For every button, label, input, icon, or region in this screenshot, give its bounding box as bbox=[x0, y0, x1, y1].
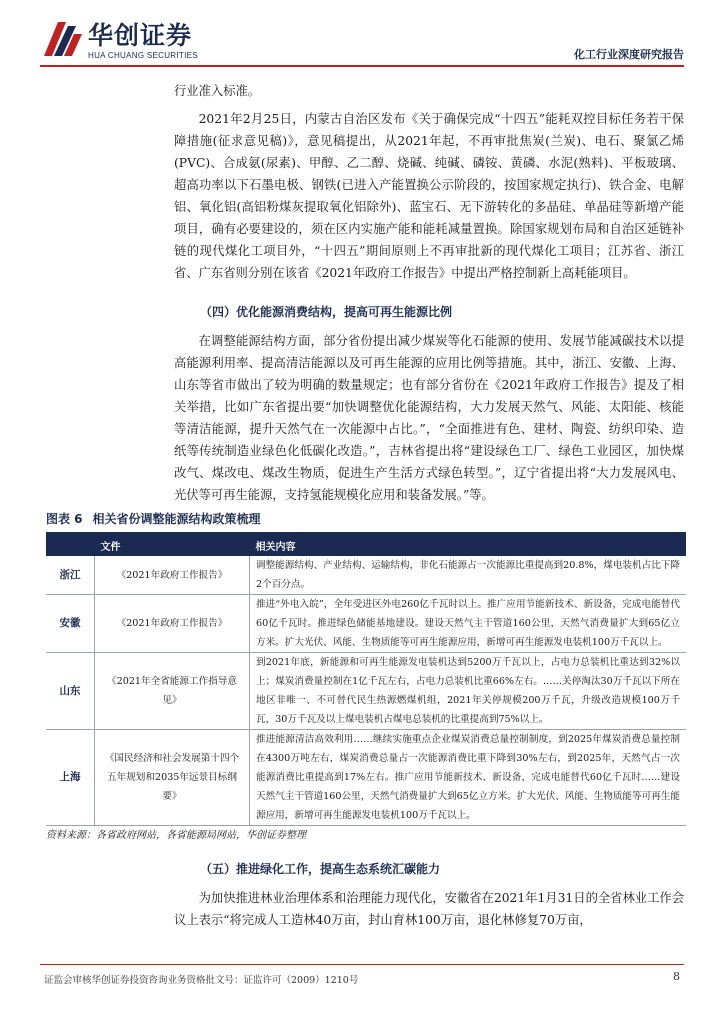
row-content: 到2021年底，新能源和可再生能源发电装机达到5200万千瓦以上，占电力总装机比重达到32%以上；煤炭消费量控制在1亿千瓦左右，占电力总装机比重66%左右。……关停淘汰30万千瓦以下所在地区非唯一、不可替代民生热源燃煤机组，2021年关停规模200万千瓦，升级改造规模100万千瓦，30万千瓦及以上煤电装机占煤电总装机的比重提高到75%以上。 bbox=[250, 653, 687, 730]
table-source-note: 资料来源：各省政府网站，各省能源局网站，华创证券整理 bbox=[46, 830, 306, 841]
section-title-5: （五）推进绿化工作，提高生态系统汇碳能力 bbox=[200, 862, 441, 876]
figure-title bbox=[46, 510, 684, 528]
paragraph-inner-mongolia: 2021年2月25日，内蒙古自治区发布《关于确保完成“十四五”能耗双控目标任务若干保障措施(征求意见稿)》，意见稿提出，从2021年起，不再审批焦炭(兰炭)、电石、聚氯乙烯(PVC)、合成氨(尿素)、甲醇、乙二醇、烧碱、纯碱、磷铵、黄磷、水泥(熟料)、平板玻璃、超高功率以下石墨电极、钢铁(已进入产能置换公示阶段的，按国家规定执行)、铁合金、电解铝、氧化铝(高铝粉煤灰提取氧化铝除外)、蓝宝石、无下游转化的多晶硅、单晶硅等新增产能项目，确有必要建设的，须在区内实施产能和能耗减量置换。除国家规划布局和自治区延链补链的现代煤化工项目外，“十四五”期间原则上不再审批新的现代煤化工项目；江苏省、浙江省、广东省则分别在该省《2021年政府工作报告》中提出严格控制新上高耗能项目。 bbox=[174, 112, 684, 280]
table-row bbox=[46, 730, 686, 826]
footer-divider bbox=[40, 964, 684, 965]
report-type-label: 化工行业深度研究报告 bbox=[574, 48, 684, 61]
company-logo-english: HUA CHUANG SECURITIES bbox=[88, 51, 198, 60]
paragraph-continuation: 行业准入标准。 bbox=[174, 84, 261, 98]
row-content: 调整能源结构、产业结构、运输结构，非化石能源占一次能源比重提高到20.8%，煤电装机占比下降2个百分点。 bbox=[250, 556, 687, 595]
header-divider bbox=[40, 65, 684, 67]
figure-caption: 相关省份调整能源结构政策梳理 bbox=[92, 512, 261, 526]
row-province: 山东 bbox=[46, 653, 95, 730]
page-content bbox=[48, 80, 684, 931]
policy-table bbox=[46, 532, 686, 826]
section-title-4: （四）优化能源消费结构，提高可再生能源比例 bbox=[200, 305, 453, 319]
company-logo-text: 华创证券 bbox=[88, 21, 193, 50]
row-province: 浙江 bbox=[46, 556, 95, 595]
row-content: 推进能源清洁高效利用……继续实施重点企业煤炭消费总量控制制度，到2025年煤炭消费总量控制在4300万吨左右，煤炭消费总量占一次能源消费比重下降到30%左右，到2025年，天然气占一次能源消费比重提高到17%左右。推广应用节能新技术、新设备，完成电能替代60亿千瓦时……建设天然气主干管道160公里，天然气消费量扩大到65亿立方米。扩大光伏、风能、生物质能等可再生能源应用，新增可再生能源发电装机100万千瓦以上。 bbox=[250, 730, 687, 826]
page-number: 8 bbox=[673, 970, 680, 983]
row-province: 安徽 bbox=[46, 595, 95, 653]
figure-label: 图表 6 bbox=[46, 512, 83, 526]
row-province: 上海 bbox=[46, 730, 95, 826]
table-row bbox=[46, 595, 686, 653]
table-row bbox=[46, 653, 686, 730]
column-header-province bbox=[46, 533, 95, 556]
row-document: 《2021年政府工作报告》 bbox=[95, 595, 250, 653]
footer-license-note: 证监会审核华创证券投资咨询业务资格批文号：证监许可（2009）1210号 bbox=[44, 975, 359, 986]
page-header bbox=[0, 0, 724, 70]
company-logo-icon bbox=[44, 22, 82, 56]
row-content: 推进“外电入皖”，全年受进区外电260亿千瓦时以上。推广应用节能新技术、新设备，完成电能替代60亿千瓦时。推进绿色储能基地建设。建设天然气主干管道160公里，天然气消费量扩大到65亿立方米。扩大光伏、风能、生物质能等可再生能源应用，新增可再生能源发电装机100万千瓦以上。 bbox=[250, 595, 687, 653]
column-header-content: 相关内容 bbox=[250, 533, 687, 556]
column-header-document: 文件 bbox=[95, 533, 250, 556]
paragraph-energy-structure: 在调整能源结构方面，部分省份提出减少煤炭等化石能源的使用、发展节能减碳技术以提高能源利用率、提高清洁能源以及可再生能源的应用比例等措施。其中，浙江、安徽、上海、山东等省市做出了较为明确的数量规定；也有部分省份在《2021年政府工作报告》提及了相关举措，比如广东省提出要“加快调整优化能源结构，大力发展天然气、风能、太阳能、核能等清洁能源，提升天然气在一次能源中占比。”，“全面推进有色、建材、陶瓷、纺织印染、造纸等传统制造业绿色化低碳化改造。”，吉林省提出将“建设绿色工厂、绿色工业园区，加快煤改气、煤改电、煤改生物质，促进生产生活方式绿色转型。”，辽宁省提出将“大力发展风电、光伏等可再生能源，支持氢能规模化应用和装备发展。”等。 bbox=[174, 334, 684, 502]
row-document: 《2021年全省能源工作指导意见》 bbox=[95, 653, 250, 730]
paragraph-afforestation: 为加快推进林业治理体系和治理能力现代化，安徽省在2021年1月31日的全省林业工作会议上表示“将完成人工造林40万亩，封山育林100万亩，退化林修复70万亩， bbox=[174, 891, 684, 927]
row-document: 《2021年政府工作报告》 bbox=[95, 556, 250, 595]
table-header-row bbox=[46, 533, 686, 556]
row-document: 《国民经济和社会发展第十四个五年规划和2035年远景目标纲要》 bbox=[95, 730, 250, 826]
table-row bbox=[46, 556, 686, 595]
